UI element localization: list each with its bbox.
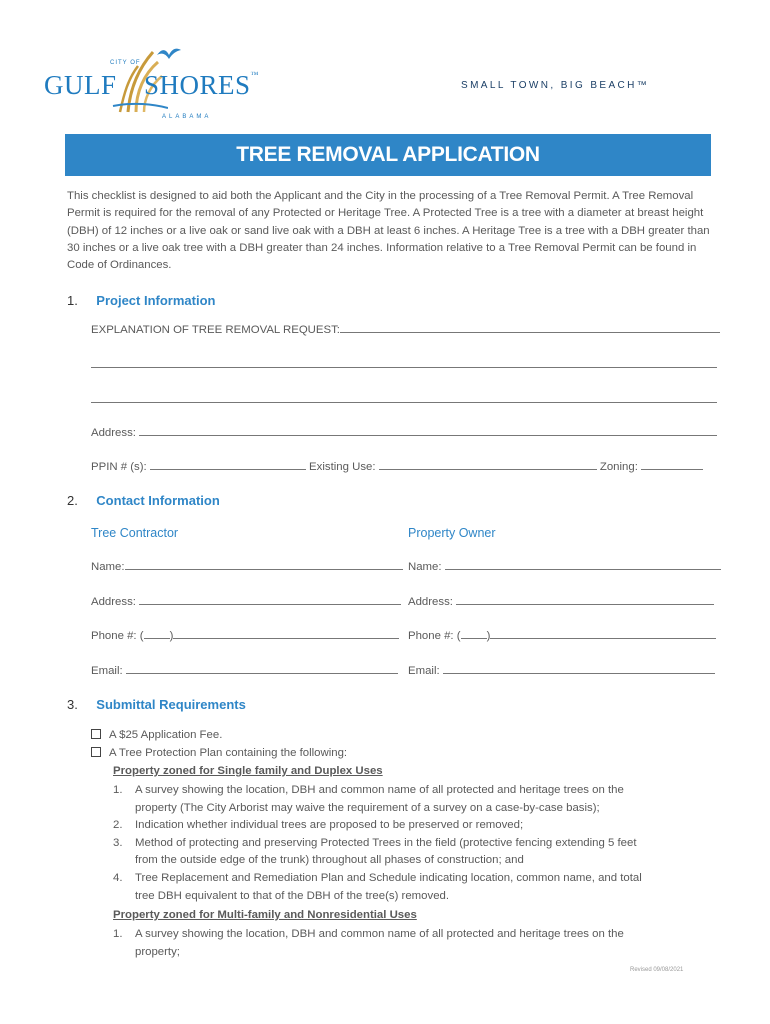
- owner-email-field[interactable]: [443, 662, 715, 674]
- checklist-item-label: A $25 Application Fee.: [109, 729, 223, 741]
- tree-contractor-heading: Tree Contractor: [91, 526, 179, 540]
- list-item: 1. A survey showing the location, DBH and common name of all protected and heritage trees on the property (The City Arborist may waive the requirement of a survey on a case-by-case basis);: [113, 784, 624, 814]
- single-family-heading: Property zoned for Single family and Duplex Uses: [113, 765, 383, 777]
- contractor-address-field[interactable]: [139, 593, 401, 605]
- owner-phone-field[interactable]: [490, 627, 716, 639]
- logo-shores: SHORES™: [144, 70, 259, 100]
- contractor-phone-paren: ): [169, 630, 174, 642]
- bird-icon: [156, 46, 182, 64]
- contractor-name-field[interactable]: [125, 558, 403, 570]
- title-banner: [65, 134, 711, 176]
- owner-address-field[interactable]: [456, 593, 714, 605]
- owner-name-row: [408, 558, 721, 573]
- contractor-phone-row: [91, 627, 399, 642]
- section-title: Contact Information: [96, 493, 220, 508]
- page-title: TREE REMOVAL APPLICATION: [236, 143, 540, 166]
- explanation-field[interactable]: [340, 321, 720, 333]
- owner-phone-area-field[interactable]: [461, 627, 487, 639]
- list-item: 2. Indication whether individual trees are proposed to be preserved or removed;: [113, 819, 524, 832]
- checkbox-icon[interactable]: [91, 747, 101, 757]
- contractor-phone-label: Phone #: (: [91, 630, 144, 642]
- gulf-shores-logo: [44, 44, 259, 126]
- explanation-field-line-3[interactable]: [91, 402, 717, 403]
- checkbox-icon[interactable]: [91, 729, 101, 739]
- contractor-email-row: [91, 662, 398, 677]
- tagline: SMALL TOWN, BIG BEACH™: [461, 80, 650, 91]
- owner-phone-paren: ): [486, 630, 491, 642]
- checklist-item-fee: [91, 727, 222, 745]
- list-item: 4. Tree Replacement and Remediation Plan and Schedule indicating location, common name, and total tree DBH equivalent to that of the DBH of the tree(s) removed.: [113, 871, 642, 902]
- owner-address-label: Address:: [408, 596, 453, 608]
- logo-city-of: CITY OF: [110, 60, 141, 66]
- contractor-address-row: [91, 593, 401, 608]
- owner-phone-row: [408, 627, 716, 642]
- section-2-heading: [67, 492, 220, 510]
- owner-address-row: [408, 593, 714, 608]
- multi-family-list: [113, 926, 723, 961]
- contractor-email-field[interactable]: [126, 662, 398, 674]
- owner-name-label: Name:: [408, 561, 442, 573]
- zoning-field[interactable]: [641, 458, 703, 470]
- owner-phone-label: Phone #: (: [408, 630, 461, 642]
- contractor-address-label: Address:: [91, 596, 136, 608]
- contractor-phone-field[interactable]: [173, 627, 399, 639]
- owner-email-label: Email:: [408, 665, 440, 677]
- section-1-heading: [67, 292, 215, 310]
- address-label: Address:: [91, 427, 136, 439]
- address-row: [91, 424, 717, 439]
- ppin-row: [91, 458, 703, 473]
- logo-gulf: GULF: [44, 70, 117, 100]
- address-field[interactable]: [139, 424, 717, 436]
- existing-use-label: Existing Use:: [309, 461, 376, 473]
- property-owner-heading: Property Owner: [408, 526, 496, 540]
- contractor-email-label: Email:: [91, 665, 123, 677]
- explanation-row: [91, 321, 720, 336]
- revised-date: Revised 09/08/2021: [630, 967, 684, 973]
- owner-email-row: [408, 662, 715, 677]
- existing-use-field[interactable]: [379, 458, 597, 470]
- checklist-item-protection-plan: [91, 745, 347, 763]
- owner-name-field[interactable]: [445, 558, 721, 570]
- single-family-list: [113, 782, 723, 905]
- zoning-label: Zoning:: [599, 461, 638, 473]
- list-item: 3. Method of protecting and preserving Protected Trees in the field (protective fencing extending 5 feet from the outside edge of the trunk) throughout all phases of construction; and: [113, 836, 637, 867]
- list-item: 1. A survey showing the location, DBH and common name of all protected and heritage trees on the property;: [113, 928, 624, 958]
- section-number: 3.: [67, 697, 78, 712]
- multi-family-heading: Property zoned for Multi-family and Nonresidential Uses: [113, 909, 417, 921]
- checklist-item-label: A Tree Protection Plan containing the following:: [109, 747, 348, 759]
- intro-paragraph: This checklist is designed to aid both the Applicant and the City in the processing of a Tree Removal Permit. A Tree Removal Permit is required for the removal of any Protected or Heritage Tree. A Protected Tree is a tree with a diameter at breast height (DBH) of 12 inches or a live oak or sand live oak with a DBH at least 6 inches. A Heritage Tree is a tree with a DBH greater than 30 inches or a live oak tree with a DBH greater than 24 inches. Information relative to a Tree Removal Permit can be found in Code of Ordinances.: [67, 190, 710, 272]
- contractor-phone-area-field[interactable]: [144, 627, 170, 639]
- section-title: Submittal Requirements: [96, 697, 246, 712]
- ppin-label: PPIN # (s):: [91, 461, 147, 473]
- explanation-label: EXPLANATION OF TREE REMOVAL REQUEST:: [91, 324, 340, 336]
- contractor-name-label: Name:: [91, 561, 125, 573]
- contractor-name-row: [91, 558, 403, 573]
- section-title: Project Information: [96, 293, 216, 308]
- logo-state: ALABAMA: [162, 114, 212, 120]
- section-number: 2.: [67, 493, 78, 508]
- ppin-field[interactable]: [150, 458, 306, 470]
- explanation-field-line-2[interactable]: [91, 367, 717, 368]
- section-3-heading: [67, 696, 246, 714]
- section-number: 1.: [67, 293, 78, 308]
